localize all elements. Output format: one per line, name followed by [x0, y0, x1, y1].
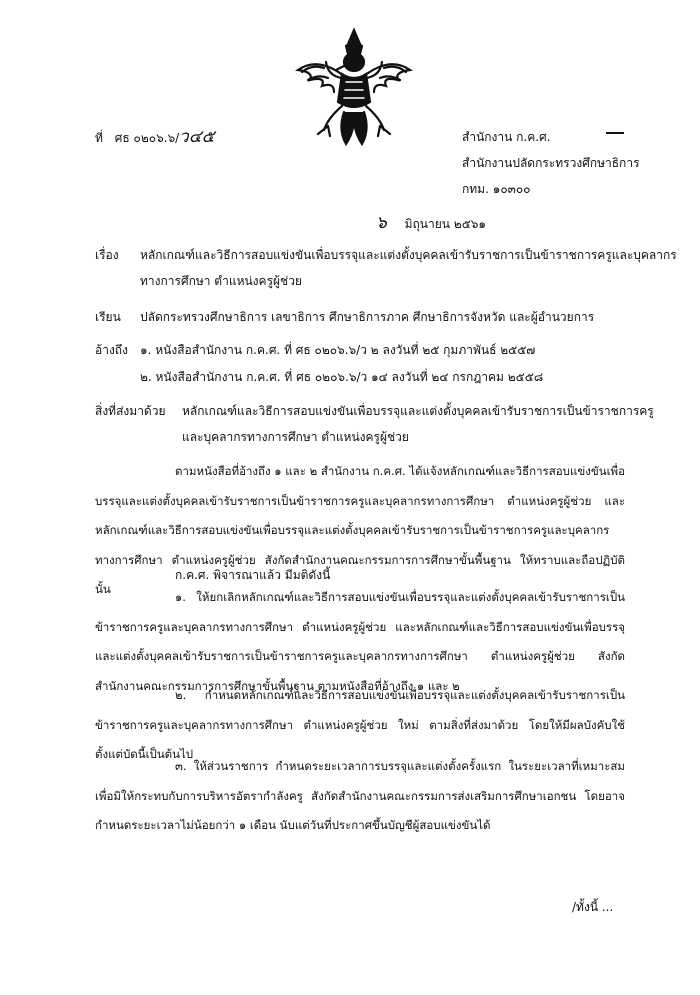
enclosure-label: สิ่งที่ส่งมาด้วย [95, 404, 166, 418]
reference-item-2: ๒. หนังสือสำนักงาน ก.ค.ศ. ที่ ศธ ๐๒๐๖.๖/ว ๑๔ ลงวันที่ ๒๔ กรกฎาคม ๒๕๕๘ [140, 370, 544, 384]
resolution-item-1: ๑. ให้ยกเลิกหลักเกณฑ์และวิธีการสอบแข่งขันเพื่อบรรจุและแต่งตั้งบุคคลเข้ารับราชการเป็นข้าราชการครูและบุคลากรทางการศึกษา ตำแหน่งครูผู้ช่วย และหลักเกณฑ์และวิธีการสอบแข่งขันเพื่อบรรจุและแต่งตั้งบุคคลเข้ารับราชการเป็นข้าราชการครูและบุคลากรทางการศึกษา ตำแหน่งครูผู้ช่วย สังกัดสำนักงานคณะกรรมการการศึกษาขั้นพื้นฐาน ตามหนังสือที่อ้างถึง ๑ และ ๒ [95, 590, 625, 693]
reference-label: อ้างถึง [95, 343, 128, 357]
subject-line-2: ทางการศึกษา ตำแหน่งครูผู้ช่วย [140, 274, 302, 288]
doc-number-label: ที่ [95, 131, 103, 145]
subject-label: เรื่อง [95, 248, 119, 262]
doc-number-handwritten: ว๔๕ [179, 127, 215, 147]
resolution-item-3: ๓. ให้ส่วนราชการ กำหนดระยะเวลาการบรรจุและแต่งตั้งครั้งแรก ในระยะเวลาที่เหมาะสมเพื่อมิให้กระทบกับการบริหารอัตรากำลังครู สังกัดสำนักงานคณะกรรมการส่งเสริมการศึกษาเอกชน โดยอาจกำหนดระยะเวลาไม่น้อยกว่า ๑ เดือน นับแต่วันที่ประกาศขึ้นบัญชีผู้สอบแข่งขันได้ [95, 759, 625, 832]
letter-date [376, 214, 486, 233]
sender-line-2: สำนักงานปลัดกระทรวงศึกษาธิการ [462, 156, 640, 170]
body-paragraph-1: ตามหนังสือที่อ้างถึง ๑ และ ๒ สำนักงาน ก.ค.ศ. ได้แจ้งหลักเกณฑ์และวิธีการสอบแข่งขันเพื่อบรรจุและแต่งตั้งบุคคลเข้ารับราชการเป็นข้าราชการครูและบุคลากรทางการศึกษา ตำแหน่งครูผู้ช่วย และหลักเกณฑ์และวิธีการสอบแข่งขันเพื่อบรรจุและแต่งตั้งบุคคลเข้ารับราชการเป็นข้าราชการครูและบุคลากรทางการศึกษา ตำแหน่งครูผู้ช่วย สังกัดสำนักงานคณะกรรมการการศึกษาขั้นพื้นฐาน ให้ทราบและถือปฏิบัติ นั้น [95, 464, 625, 596]
resolution-item-2: ๒. กำหนดหลักเกณฑ์และวิธีการสอบแข่งขันเพื่อบรรจุและแต่งตั้งบุคคลเข้ารับราชการเป็นข้าราชการครูและบุคลากรทางการศึกษา ตำแหน่งครูผู้ช่วย ใหม่ ตามสิ่งที่ส่งมาด้วย โดยให้มีผลบังคับใช้ตั้งแต่บัดนี้เป็นต้นไป [95, 688, 625, 761]
to-label: เรียน [95, 310, 121, 324]
header-dash [606, 132, 624, 134]
continuation-note: /ทั้งนี้ ... [572, 900, 614, 914]
enclosure-line-2: และบุคลากรทางการศึกษา ตำแหน่งครูผู้ช่วย [182, 430, 409, 444]
subject-line-1: หลักเกณฑ์และวิธีการสอบแข่งขันเพื่อบรรจุและแต่งตั้งบุคคลเข้ารับราชการเป็นข้าราชการครูและบุคลากร [140, 248, 677, 262]
reference-item-1: ๑. หนังสือสำนักงาน ก.ค.ศ. ที่ ศธ ๐๒๐๖.๖/ว ๒ ลงวันที่ ๒๕ กุมภาพันธ์ ๒๕๕๗ [140, 343, 536, 357]
enclosure-line-1: หลักเกณฑ์และวิธีการสอบแข่งขันเพื่อบรรจุและแต่งตั้งบุคคลเข้ารับราชการเป็นข้าราชการครู [182, 404, 654, 418]
date-month-year: มิถุนายน ๒๕๖๑ [404, 217, 487, 231]
to-text: ปลัดกระทรวงศึกษาธิการ เลขาธิการ ศึกษาธิการภาค ศึกษาธิการจังหวัด และผู้อำนวยการ [140, 310, 595, 324]
sender-line-3: กทม. ๑๐๓๐๐ [462, 182, 531, 196]
garuda-emblem-icon [288, 26, 420, 150]
doc-number: ศธ ๐๒๐๖.๖/ [114, 131, 180, 145]
sender-line-1: สำนักงาน ก.ค.ศ. [462, 130, 551, 144]
body-paragraph-2: ก.ค.ศ. พิจารณาแล้ว มีมติดังนี้ [175, 568, 331, 582]
doc-number-row [95, 128, 214, 147]
date-day: ๖ [376, 213, 387, 233]
